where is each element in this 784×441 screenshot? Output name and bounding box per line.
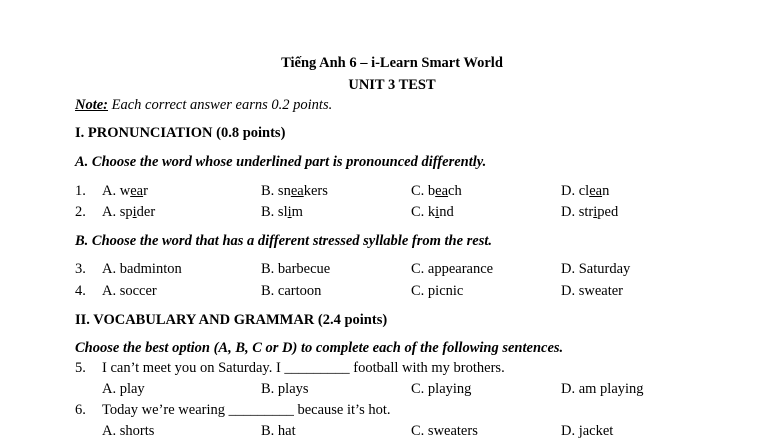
question-4-option-d: D. sweater — [561, 283, 624, 299]
question-5-option-d: D. am playing — [561, 381, 644, 397]
question-2-number: 2. — [75, 204, 86, 220]
question-4-option-b: B. cartoon — [261, 283, 322, 299]
question-3-option-a: A. badminton — [102, 261, 182, 277]
question-6-number: 6. — [75, 402, 86, 418]
question-1-option-d: D. clean — [561, 183, 610, 199]
note-label: Note: — [75, 97, 109, 113]
question-1-option-b: B. sneakers — [261, 183, 328, 199]
unit-title: UNIT 3 TEST — [348, 77, 436, 93]
question-1-option-c: C. beach — [411, 183, 462, 199]
question-5-text: I can’t meet you on Saturday. I _________ football with my brothers. — [102, 360, 505, 376]
question-3-option-b: B. barbecue — [261, 261, 331, 277]
question-2-option-a: A. spider — [102, 204, 156, 220]
question-3-option-d: D. Saturday — [561, 261, 631, 277]
question-6-text: Today we’re wearing _________ because it’s hot. — [102, 402, 391, 418]
section-pronunciation-heading: I. PRONUNCIATION (0.8 points) — [75, 125, 286, 141]
question-2-option-b: B. slim — [261, 204, 303, 220]
part-a-instruction: A. Choose the word whose underlined part is pronounced differently. — [75, 154, 487, 170]
note-text: Each correct answer earns 0.2 points. — [108, 97, 333, 113]
question-4-number: 4. — [75, 283, 86, 299]
part-b-instruction: B. Choose the word that has a different stressed syllable from the rest. — [75, 233, 493, 249]
question-2-option-d: D. striped — [561, 204, 619, 220]
question-4-option-a: A. soccer — [102, 283, 157, 299]
question-6-option-a: A. shorts — [102, 423, 155, 439]
question-1-option-a: A. wear — [102, 183, 148, 199]
question-4-option-c: C. picnic — [411, 283, 464, 299]
document-title: Tiếng Anh 6 – i-Learn Smart World — [281, 55, 503, 71]
section-vocabulary-heading: II. VOCABULARY AND GRAMMAR (2.4 points) — [75, 312, 388, 328]
question-6-option-b: B. hat — [261, 423, 296, 439]
question-6-option-c: C. sweaters — [411, 423, 478, 439]
question-6-option-d: D. jacket — [561, 423, 614, 439]
question-3-number: 3. — [75, 261, 86, 277]
question-3-option-c: C. appearance — [411, 261, 494, 277]
question-5-option-c: C. playing — [411, 381, 472, 397]
question-1-number: 1. — [75, 183, 86, 199]
section-2-instruction: Choose the best option (A, B, C or D) to complete each of the following sentences. — [75, 340, 564, 356]
question-5-option-b: B. plays — [261, 381, 309, 397]
note-line — [75, 98, 332, 113]
question-5-number: 5. — [75, 360, 86, 376]
question-2-option-c: C. kind — [411, 204, 454, 220]
question-5-option-a: A. play — [102, 381, 145, 397]
